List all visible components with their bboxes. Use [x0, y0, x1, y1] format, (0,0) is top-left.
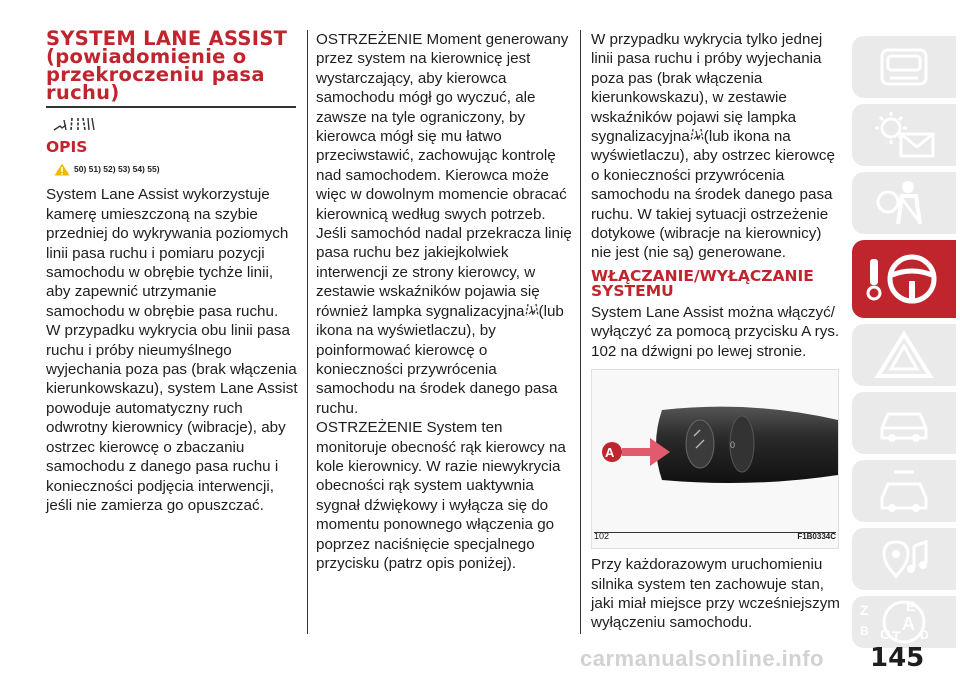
steering-wheel-key-icon — [864, 249, 944, 309]
index-letter: T — [892, 628, 901, 644]
tab-warning-lights[interactable] — [852, 104, 956, 166]
figure-stalk-button — [591, 369, 839, 549]
airbag-seatbelt-icon — [874, 178, 934, 228]
warning-triangle-icon — [54, 163, 70, 176]
index-letter: E — [906, 598, 916, 614]
technical-specs-icon — [874, 466, 934, 516]
column-divider — [580, 30, 581, 634]
paragraph: System Lane Assist wykorzystuje kamerę umieszczoną na szybie przedniej do wykrywania poziomych linii pasa ruchu i pomiaru pozycji samochodu w obrębie tychże linii, aby zapewnić utrzymanie samochodu w obrębie pasa ruchu. — [46, 186, 289, 320]
hazard-triangle-icon — [874, 330, 934, 380]
lane-assist-icon — [52, 116, 96, 132]
tab-starting-driving[interactable] — [852, 240, 956, 318]
lane-warning-lamp-icon — [525, 302, 539, 318]
dashboard-icon — [874, 44, 934, 90]
svg-text:0: 0 — [730, 440, 736, 451]
warning-paragraph — [316, 30, 572, 418]
tab-dashboard[interactable] — [852, 36, 956, 98]
multimedia-icon — [874, 534, 934, 584]
figure-number: 102 — [594, 530, 610, 541]
page-number: 145 — [870, 643, 925, 673]
lane-warning-lamp-icon — [690, 127, 704, 143]
warning-paragraph: OSTRZEŻENIE System ten monitoruje obecność rąk kierowcy na kole kierownicy. W razie niewykrycia obecności rąk system uaktywnia sygnał dźwiękowy i wyłącza się do momentu ponownego włączenia go poprzez naciśnięcie specjalnego przycisku (patrz opis poniżej). — [316, 419, 566, 572]
tab-emergency[interactable] — [852, 324, 956, 386]
section-title: SYSTEM LANE ASSIST (powiadomienie o przekroczeniu pasa ruchu) — [46, 30, 296, 108]
tab-technical-data[interactable] — [852, 460, 956, 522]
index-letter: Z — [860, 602, 869, 618]
warning-lights-icon — [869, 110, 939, 160]
paragraph-text: (lub ikona na wyświetlaczu), by poinformować kierowcę o konieczności przywrócenia samochodu na środek danego pasa ruchu. — [316, 302, 564, 417]
index-letter: A — [902, 614, 915, 634]
chapter-sidebar — [852, 36, 960, 642]
paragraph: Przy każdorazowym uruchomieniu silnika system ten zachowuje stan, jaki miał miejsce przy wcześniejszym wyłączeniu samochodu. — [591, 556, 840, 632]
paragraph-text: OSTRZEŻENIE Moment generowany przez system na kierownicę jest wystarczający, aby kierowca samochodu mógł go wyczuć, ale zawsze na tyle ograniczony, by kierowca mógł się mu łatwo przeciwstawić, zachowując kontrolę nad samochodem. Kierowca może więc w dowolnym momencie obracać kierownicą według swych potrzeb. Jeśli samochód nadal przekracza linię pasa ruchu bez jakiejkolwiek interwencji ze strony kierowcy, w zestawie wskaźników pojawia się również lampka sygnalizacyjna — [316, 31, 572, 320]
paragraph: System Lane Assist można włączyć/ wyłączyć za pomocą przycisku A rys. 102 na dźwigni po lewej stronie. — [591, 303, 840, 360]
column-2 — [316, 30, 572, 573]
index-letter: B — [860, 624, 869, 638]
tab-maintenance[interactable] — [852, 392, 956, 454]
callout-label: A — [605, 445, 615, 461]
tab-index[interactable] — [852, 596, 956, 648]
index-letter: D — [920, 628, 929, 642]
column-3 — [591, 30, 841, 633]
paragraph: W przypadku wykrycia obu linii pasa ruchu i próby nieumyślnego wyjechania poza pas (brak włączenia kierunkowskazu), system Lane Assist powoduje automatyczny ruch odwrotny kierownicy (wibracje), aby ostrzec kierowcę o zbaczaniu samochodu z danego pasa ruchu i konieczności podjęcia interwencji, jeśli nie zamierza go opuszczać. — [46, 322, 298, 514]
paragraph — [591, 30, 841, 263]
paragraph-text: W przypadku wykrycia tylko jednej linii pasa ruchu i próby wyjechania poza pas (brak włączenia kierunkowskazu), w zestawie wskaźników pojawi się lampka sygnalizacyjna — [591, 31, 823, 146]
figure-code: F1B0334C — [797, 531, 836, 541]
column-divider — [307, 30, 308, 634]
column-1 — [46, 27, 298, 515]
car-service-icon — [874, 398, 934, 448]
warning-references — [54, 160, 298, 179]
stalk-illustration — [592, 370, 838, 530]
tab-multimedia[interactable] — [852, 528, 956, 590]
paragraph-text: (lub ikona na wyświetlaczu), aby ostrzec kierowcę o konieczności przywrócenia samochodu na środek danego pasa ruchu. W takiej sytuacji ostrzeżenie dotykowe (wibracje na kierownicy) nie jest (nie są) generowane. — [591, 128, 835, 262]
section-subtitle: WŁĄCZANIE/WYŁĄCZANIE SYSTEMU — [591, 266, 814, 300]
figure-caption — [594, 532, 836, 546]
index-letter: C — [880, 626, 891, 642]
reference-numbers: 50) 51) 52) 53) 54) 55) — [74, 164, 160, 174]
tab-safety[interactable] — [852, 172, 956, 234]
watermark: carmanualsonline.info — [580, 646, 824, 671]
section-subtitle: OPIS — [46, 138, 88, 156]
